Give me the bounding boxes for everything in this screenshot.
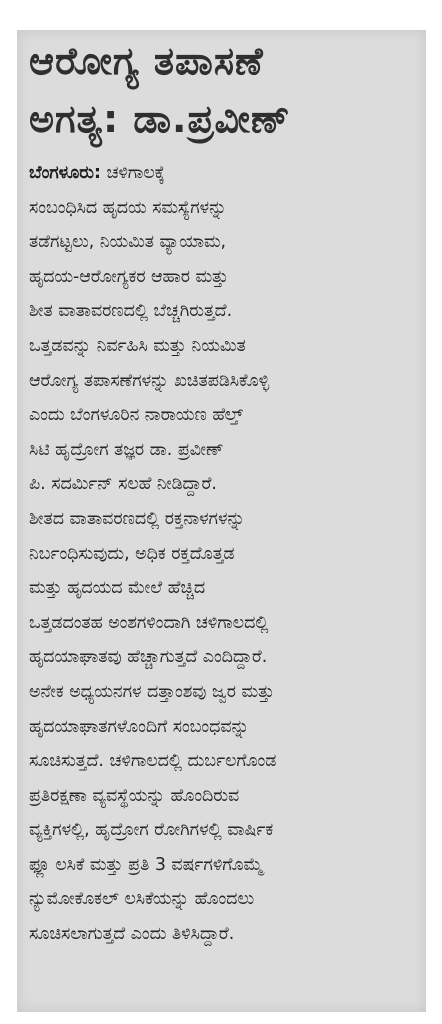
article-line: ಹೃದಯಾಘಾತವು ಹೆಚ್ಚಾಗುತ್ತದೆ ಎಂದಿದ್ದಾರೆ. <box>29 647 268 668</box>
article-line: ಅನೇಕ ಅಧ್ಯಯನಗಳ ದತ್ತಾಂಶವು ಜ್ವರ ಮತ್ತು <box>29 681 275 702</box>
article-first-line <box>29 156 421 191</box>
dateline: ಬೆಂಗಳೂರು: <box>29 163 101 183</box>
article-line: ವ್ಯಕ್ತಿಗಳಲ್ಲಿ, ಹೃದ್ರೋಗ ರೋಗಿಗಳಲ್ಲಿ ವಾರ್ಷಿಕ <box>29 820 274 841</box>
newspaper-clipping <box>17 30 426 1012</box>
headline-line-2: ಅಗತ್ಯ: ಡಾ.ಪ್ರವೀಣ್ <box>29 97 291 141</box>
article-line: ಎಂದು ಬೆಂಗಳೂರಿನ ನಾರಾಯಣ ಹೆಲ್ತ್ <box>29 405 243 426</box>
article-line: ನ್ಯುಮೋಕೊಕಲ್ ಲಸಿಕೆಯನ್ನು ಹೊಂದಲು <box>29 889 255 910</box>
article-line: ಶೀತದ ವಾತಾವರಣದಲ್ಲಿ ರಕ್ತನಾಳಗಳನ್ನು <box>29 508 245 529</box>
article-line: ಮತ್ತು ಹೃದಯದ ಮೇಲೆ ಹೆಚ್ಚಿದ <box>29 578 206 599</box>
first-line-text: ಚಳಿಗಾಲಕ್ಕೆ <box>100 163 165 183</box>
article-line: ಶೀತ ವಾತಾವರಣದಲ್ಲಿ ಬೆಚ್ಚಗಿರುತ್ತದೆ. <box>29 301 233 322</box>
article-line: ಪಿ. ಸದರ್ಮಿನ್ ಸಲಹೆ ನೀಡಿದ್ದಾರೆ. <box>29 474 217 495</box>
article-headline <box>29 32 419 148</box>
article-line: ಆರೋಗ್ಯ ತಪಾಸಣೆಗಳನ್ನು ಖಚಿತಪಡಿಸಿಕೊಳ್ಳಿ <box>29 370 270 391</box>
article-line: ಸೂಚಿಸುತ್ತದೆ. ಚಳಿಗಾಲದಲ್ಲಿ ದುರ್ಬಲಗೊಂಡ <box>29 751 277 772</box>
article-line: ತಡೆಗಟ್ಟಲು, ನಿಯಮಿತ ವ್ಯಾಯಾಮ, <box>29 232 227 253</box>
article-line: ಸಂಬಂಧಿಸಿದ ಹೃದಯ ಸಮಸ್ಯೆಗಳನ್ನು <box>29 197 227 218</box>
article-line: ಸೂಚಿಸಲಾಗುತ್ತದೆ ಎಂದು ತಿಳಿಸಿದ್ದಾರೆ. <box>29 924 235 945</box>
headline-line-1: ಆರೋಗ್ಯ ತಪಾಸಣೆ <box>29 39 264 83</box>
article-line: ಫ್ಲೂ ಲಸಿಕೆ ಮತ್ತು ಪ್ರತಿ 3 ವರ್ಷಗಳಿಗೊಮ್ಮೆ <box>29 854 264 875</box>
article-line: ಸಿಟಿ ಹೃದ್ರೋಗ ತಜ್ಞರ ಡಾ. ಪ್ರವೀಣ್ <box>29 439 224 460</box>
article-body <box>29 156 421 952</box>
article-line: ಒತ್ತಡವನ್ನು ನಿರ್ವಹಿಸಿ ಮತ್ತು ನಿಯಮಿತ <box>29 335 246 356</box>
article-line: ಪ್ರತಿರಕ್ಷಣಾ ವ್ಯವಸ್ಥೆಯನ್ನು ಹೊಂದಿರುವ <box>29 785 240 806</box>
article-line: ಒತ್ತಡದಂತಹ ಅಂಶಗಳಿಂದಾಗಿ ಚಳಿಗಾಲದಲ್ಲಿ <box>29 612 269 633</box>
article-line: ಹೃದಯಾಘಾತಗಳೊಂದಿಗೆ ಸಂಬಂಧವನ್ನು <box>29 716 250 737</box>
article-line: ನಿರ್ಬಂಧಿಸುವುದು, ಅಧಿಕ ರಕ್ತದೊತ್ತಡ <box>29 543 235 564</box>
article-line: ಹೃದಯ-ಆರೋಗ್ಯಕರ ಆಹಾರ ಮತ್ತು <box>29 266 229 287</box>
